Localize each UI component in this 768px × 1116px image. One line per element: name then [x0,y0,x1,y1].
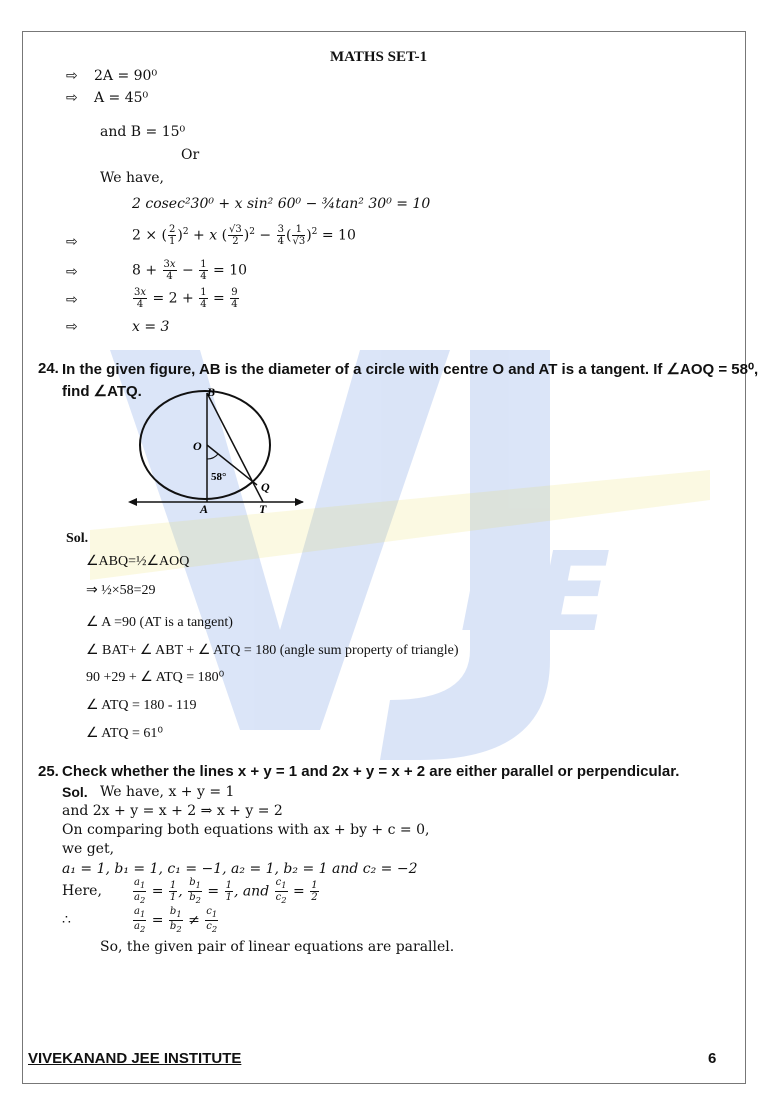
label-a: A [200,502,209,515]
circle-figure [125,385,305,515]
implies-arrow-icon: ⇨ [66,90,78,106]
label-angle: 58° [211,471,227,483]
solution-step: ∠ ATQ = 61⁰ [86,726,164,741]
implies-arrow-icon: ⇨ [66,319,78,335]
solution-step: ∠ABQ=½∠AOQ [86,554,190,569]
solution-line: and 2x + y = x + 2 ⇒ x + y = 2 [62,803,283,819]
footer-institute: VIVEKANAND JEE INSTITUTE [28,1050,242,1067]
solution-step: ∠ BAT+ ∠ ABT + ∠ ATQ = 180 (angle sum property of triangle) [86,643,459,658]
solution-line: We have, x + y = 1 [100,784,235,800]
math-expression: 2 × ( $\frac{2}{1}$ )$^2$ + x ( $\frac{√3}{2}$ )$^2$ − $\frac{3}{4}$ ( $\frac{1}{√3}$ )$^2$ = 10 [132,224,356,247]
we-have-text: We have, [100,170,164,186]
label-t: T [259,502,267,515]
solution-step: ∠ ATQ = 180 - 119 [86,698,197,713]
solution-label: Sol. [62,784,88,800]
math-line: and B = 15⁰ [100,124,186,140]
question-text: Check whether the lines x + y = 1 and 2x + y = x + 2 are either parallel or perpendicular. [62,763,680,780]
solution-line: Here, [62,883,102,899]
page-title: MATHS SET-1 [330,49,428,65]
question-text: In the given figure, AB is the diameter of a circle with centre O and AT is a tangent. If ∠AOQ = 58⁰, [62,361,759,378]
solution-step: 90 +29 + ∠ ATQ = 180⁰ [86,670,225,685]
math-line: 2 cosec²30⁰ + x sin² 60⁰ − ¾tan² 30⁰ = 10 [132,196,431,212]
solution-step: ⇒ ½×58=29 [86,583,156,598]
math-line: A = 45⁰ [94,90,149,106]
label-q: Q [261,480,270,494]
implies-arrow-icon: ⇨ [66,292,78,308]
therefore-symbol: ∴ [62,912,71,928]
ratio-expression: $\frac{a_1}{a_2}$ = $\frac{b_1}{b_2}$ ≠ $\frac{c_1}{c_2}$ [134,906,218,934]
math-expression: $\frac{3x}{4}$ = 2 + $\frac{1}{4}$ = $\frac{9}{4}$ [134,287,238,310]
question-number: 24. [38,360,59,377]
or-text: Or [181,147,200,163]
svg-text:EE: EE [460,528,611,656]
ratio-expression: $\frac{a_1}{a_2}$ = $\frac{1}{1}$ , $\frac{b_1}{b_2}$ = $\frac{1}{1}$ , and $\frac{c_1}{c_2}$ = $\frac{1}{2}$ [134,877,318,905]
math-line: 2A = 90⁰ [94,68,158,84]
implies-arrow-icon: ⇨ [66,234,78,250]
math-line: x = 3 [132,319,170,335]
question-number: 25. [38,763,59,780]
math-expression: 8 + $\frac{3x}{4}$ − $\frac{1}{4}$ = 10 [132,259,248,282]
solution-line: On comparing both equations with ax + by + c = 0, [62,822,430,838]
conclusion-line: So, the given pair of linear equations are parallel. [100,939,455,955]
implies-arrow-icon: ⇨ [66,264,78,280]
page-number: 6 [708,1050,717,1067]
label-b: B [207,385,216,399]
question-text: find ∠ATQ. [62,383,142,400]
solution-line: a₁ = 1, b₁ = 1, c₁ = −1, a₂ = 1, b₂ = 1 and c₂ = −2 [62,861,418,877]
label-o: O [193,439,202,453]
solution-step: ∠ A =90 (AT is a tangent) [86,615,233,630]
solution-label: Sol. [66,531,89,546]
solution-line: we get, [62,841,115,857]
implies-arrow-icon: ⇨ [66,68,78,84]
